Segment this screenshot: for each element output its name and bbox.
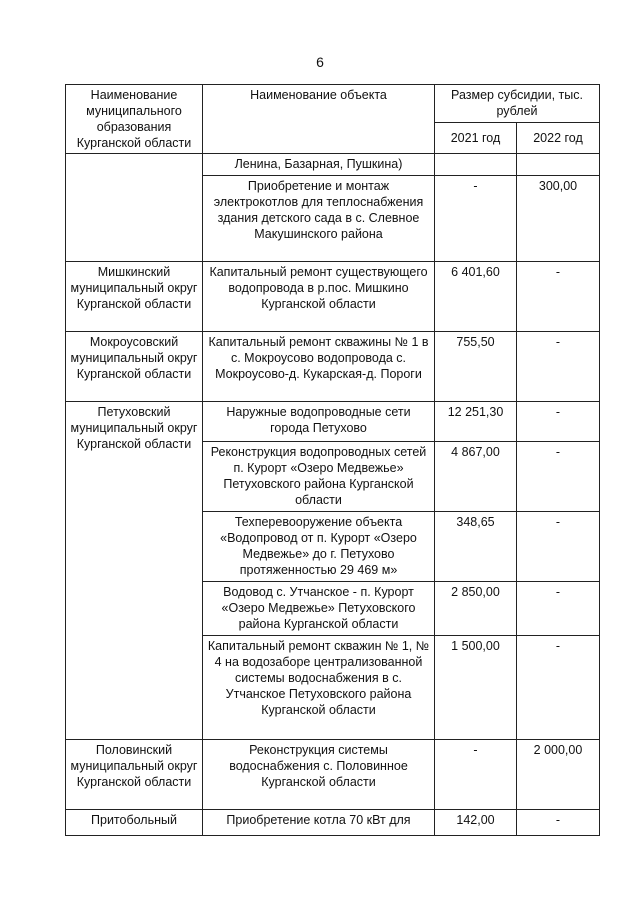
cell-2022: - xyxy=(517,512,600,582)
cell-object: Реконструкция водопроводных сетей п. Курорт «Озеро Медвежье» Петуховского района Курганской области xyxy=(203,442,435,512)
cell-2021: 142,00 xyxy=(435,810,517,836)
header-2022: 2022 год xyxy=(517,123,600,154)
cell-2022: - xyxy=(517,402,600,442)
cell-2021: 12 251,30 xyxy=(435,402,517,442)
cell-municipality: Притобольный xyxy=(66,810,203,836)
table-row xyxy=(66,402,600,442)
cell-municipality xyxy=(66,154,203,262)
table-row xyxy=(66,262,600,332)
cell-2021: 755,50 xyxy=(435,332,517,402)
cell-2022: - xyxy=(517,810,600,836)
cell-2021: - xyxy=(435,176,517,262)
table-row xyxy=(66,810,600,836)
cell-2022: - xyxy=(517,262,600,332)
table-row xyxy=(66,154,600,176)
header-municipality: Наименование муниципального образования Курганской области xyxy=(66,85,203,154)
cell-2021: 4 867,00 xyxy=(435,442,517,512)
cell-object: Капитальный ремонт скважин № 1, № 4 на водозаборе централизованной системы водоснабжения в с. Утчанское Петуховского района Курганской области xyxy=(203,636,435,740)
table-row xyxy=(66,332,600,402)
cell-2021: 348,65 xyxy=(435,512,517,582)
cell-municipality: Мишкинский муниципальный округ Курганской области xyxy=(66,262,203,332)
cell-object: Реконструкция системы водоснабжения с. Половинное Курганской области xyxy=(203,740,435,810)
cell-object: Приобретение и монтаж электрокотлов для теплоснабжения здания детского сада в с. Слевное Макушинского района xyxy=(203,176,435,262)
cell-2021: 1 500,00 xyxy=(435,636,517,740)
cell-2021: 2 850,00 xyxy=(435,582,517,636)
cell-2022: - xyxy=(517,582,600,636)
cell-2022: - xyxy=(517,442,600,512)
cell-municipality: Петуховский муниципальный округ Курганской области xyxy=(66,402,203,740)
cell-2021 xyxy=(435,154,517,176)
table-row xyxy=(66,740,600,810)
cell-2022: - xyxy=(517,332,600,402)
cell-2022: 300,00 xyxy=(517,176,600,262)
header-object: Наименование объекта xyxy=(203,85,435,154)
header-2021: 2021 год xyxy=(435,123,517,154)
cell-2022: - xyxy=(517,636,600,740)
cell-object: Ленина, Базарная, Пушкина) xyxy=(203,154,435,176)
cell-object: Водовод с. Утчанское - п. Курорт «Озеро Медвежье» Петуховского района Курганской области xyxy=(203,582,435,636)
cell-object: Наружные водопроводные сети города Петухово xyxy=(203,402,435,442)
cell-2021: 6 401,60 xyxy=(435,262,517,332)
cell-object: Капитальный ремонт существующего водопровода в р.пос. Мишкино Курганской области xyxy=(203,262,435,332)
header-subsidy: Размер субсидии, тыс. рублей xyxy=(435,85,600,123)
cell-municipality: Половинский муниципальный округ Курганской области xyxy=(66,740,203,810)
subsidy-table xyxy=(65,84,600,836)
cell-2022: 2 000,00 xyxy=(517,740,600,810)
cell-object: Техперевооружение объекта «Водопровод от п. Курорт «Озеро Медвежье» до г. Петухово протяженностью 29 469 м» xyxy=(203,512,435,582)
cell-2021: - xyxy=(435,740,517,810)
page-number: 6 xyxy=(316,54,324,70)
cell-2022 xyxy=(517,154,600,176)
cell-object: Приобретение котла 70 кВт для xyxy=(203,810,435,836)
cell-object: Капитальный ремонт скважины № 1 в с. Мокроусово водопровода с. Мокроусово-д. Кукарская-д. Пороги xyxy=(203,332,435,402)
cell-municipality: Мокроусовский муниципальный округ Курганской области xyxy=(66,332,203,402)
